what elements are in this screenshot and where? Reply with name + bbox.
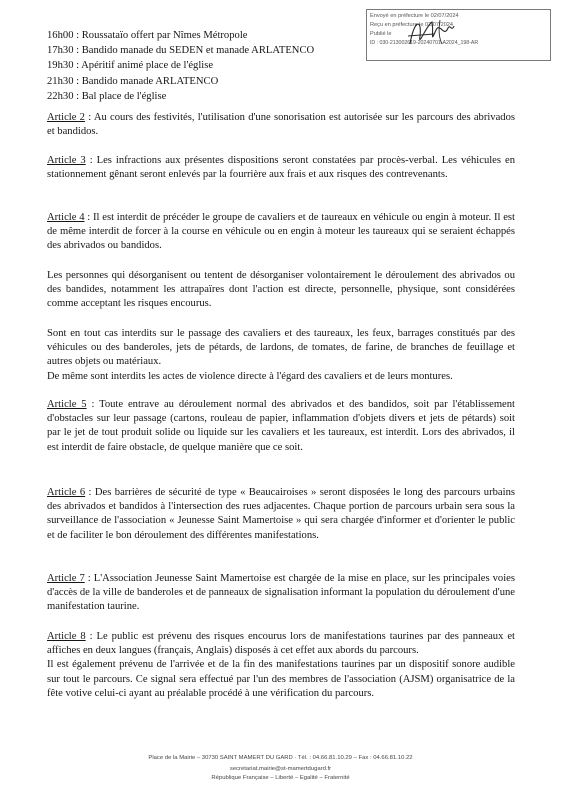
paragraph-disruption-risks: Les personnes qui désorganisent ou tentent de désorganiser volontairement le déroulement des abrivados ou des bandides, notamment les attrapaïres dont l'action est directe, personnelle, physique, sont considérées comme acceptant les risques encourus. xyxy=(47,270,515,310)
article-8-second-paragraph: Il est également prévenu de l'arrivée et de la fin des manifestations taurines par un dispositif sonore audible sur tout le parcours. Ce signal sera effectué par l'un des membres de l'association (AJSM) organisatrice de la fête votive celui-ci ayant au préalable procédé à une vérification du parcours. xyxy=(47,659,515,699)
article-3-text: : Les infractions aux présentes dispositions seront constatées par procès-verbal. Les véhicules en stationnement gênant seront enlevés par la fourrière aux frais et aux risques des contrevenants. xyxy=(47,155,515,181)
stamp-received-line: Reçu en préfecture le 02/07/2024 xyxy=(370,21,454,28)
article-8-first-paragraph xyxy=(47,630,515,658)
paragraph-prohibited-items xyxy=(47,327,515,384)
schedule-time: 17h30 xyxy=(47,45,74,57)
article-7-text: : L'Association Jeunesse Saint Mamertoise est chargée de la mise en place, sur les principales voies d'accès de la ville de banderoles et de panneaux de signalisation informant la population du déroulement d'une manifestation taurine. xyxy=(47,573,516,613)
schedule-item xyxy=(47,74,367,89)
article-6 xyxy=(47,486,515,543)
article-3 xyxy=(47,154,515,182)
article-8 xyxy=(47,630,515,701)
schedule-item xyxy=(47,43,367,58)
article-2-text: : Au cours des festivités, l'utilisation d'une sonorisation est autorisée sur les parcours des abrivados et bandidos. xyxy=(47,112,516,138)
schedule-time: 21h30 xyxy=(47,75,74,87)
article-2 xyxy=(47,111,515,139)
prohibited-items-text: Sont en tout cas interdits sur le passage des cavaliers et des taureaux, les feux, barrages constitués par des véhicules ou des banderoles, jets de pétards, de lardons, de tomates, de farine, de branches de feuillage et autres objets ou matériaux. xyxy=(47,328,515,368)
article-6-text: : Des barrières de sécurité de type « Beaucairoises » seront disposées le long des parcours urbains des abrivados et bandidos à l'intersection des rues adjacentes. Chaque portion de parcours urbain sera sous la surveillance de l'association « Jeunesse Saint Mamertoise » qui sera chargée d'informer et d'orienter le public et de faciliter le bon déroulement des différentes manifestations. xyxy=(47,487,515,541)
article-2-label: Article 2 xyxy=(47,112,85,123)
schedule-time: 16h00 xyxy=(47,30,74,41)
article-4-text: : Il est interdit de précéder le groupe de cavaliers et de taureaux en véhicule ou engin à moteur. Il est de même interdit de forcer à la course en véhicule ou en engin à moteur les taureaux qui se seraient échappés des abrivados ou bandidos. xyxy=(47,212,515,252)
prohibited-violence-text: De même sont interdits les actes de violence directe à l'égard des cavaliers et de leurs montures. xyxy=(47,370,453,382)
event-schedule xyxy=(47,28,367,104)
article-8-text: : Le public est prévenu des risques encourus lors de manifestations taurines par des panneaux et affiches en deux langues (français, Anglais) disposés à cet effet aux abords du parcours. xyxy=(47,631,515,657)
schedule-item xyxy=(47,89,367,104)
stamp-published-line: Publié le xyxy=(370,30,392,37)
footer-address: Place de la Mairie – 30730 SAINT MAMERT DU GARD · Tél. : 04.66.81.10.29 – Fax : 04.66.81.10.22 xyxy=(148,755,413,761)
article-3-label: Article 3 xyxy=(47,155,86,166)
schedule-item xyxy=(47,58,367,73)
article-7-label: Article 7 xyxy=(47,573,85,584)
schedule-text: : Roussataïo offert par Nîmes Métropole xyxy=(73,30,248,41)
article-4 xyxy=(47,211,515,254)
stamp-id-line: ID : 030-213002619-20240701-A2024_198-AR xyxy=(370,39,479,46)
article-6-label: Article 6 xyxy=(47,487,86,498)
signature-mark xyxy=(404,14,460,54)
article-8-label: Article 8 xyxy=(47,631,86,642)
article-7 xyxy=(47,572,515,615)
article-4-label: Article 4 xyxy=(47,212,85,223)
stamp-sent-line: Envoyé en préfecture le 02/07/2024 xyxy=(370,13,459,19)
footer-email-line xyxy=(0,766,561,772)
schedule-text: : Bal place de l'église xyxy=(73,90,167,102)
article-5 xyxy=(47,398,515,455)
schedule-time: 22h30 xyxy=(47,90,74,102)
schedule-time: 19h30 xyxy=(47,60,74,72)
schedule-text: : Bandido manade ARLATENCO xyxy=(73,75,219,87)
schedule-text: : Bandido manade du SEDEN et manade ARLATENCO xyxy=(73,45,315,57)
article-5-label: Article 5 xyxy=(47,399,87,410)
article-5-text: : Toute entrave au déroulement normal des abrivados et des bandidos, soit par l'établissement d'obstacles sur leur passage (cartons, rouleau de papier, inflammation d'objets divers et jets de pétards) soit par le jet de tout produit solide ou liquide sur les cavaliers et les taureaux, est interdit. Lors des abrivados, il est interdit de faire obstacle, de quelque manière que ce soit. xyxy=(47,399,516,453)
footer-motto: République Française – Liberté – Egalité – Fraternité xyxy=(211,775,350,781)
schedule-text: : Apéritif animé place de l'église xyxy=(73,60,214,72)
footer-email-link[interactable]: secretariat.mairie@st-mamertdugard.fr xyxy=(229,766,332,772)
schedule-item xyxy=(47,28,367,43)
